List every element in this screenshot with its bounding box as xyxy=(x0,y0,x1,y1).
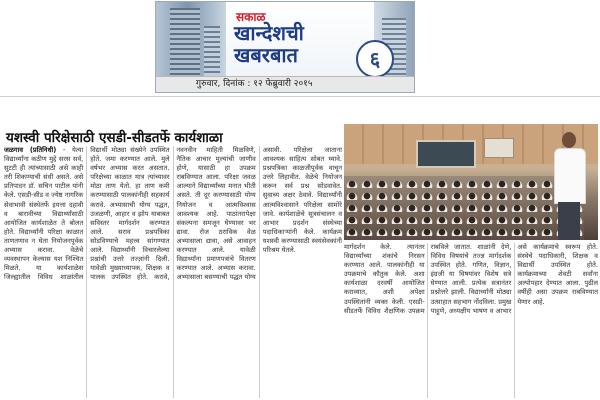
photo-notice-board xyxy=(484,138,514,158)
article-right-column-2: शाळांनी देणे, विविध विषयांचे तज्ज्ञ मार्गदर्शक उपस्थित होते. गणित, विज्ञान, इंग्रजी या विषयांवर विशेष सत्रे घेण्यात आली. प्रत्येक सत्रानंतर प्रश्नोत्तरे झाली. विद्यार्थ्यांनी मोठ्या उत्साहात सहभाग नोंदविला. xyxy=(430,243,512,306)
article-column-1: - येत्या विद्यार्थ्यांना कठीण मुद्दे सरस सर्व, सुटटी ही त्यांच्यासाठी असे काही तरी शिकण्याची संधी असते. असे प्रतिपादन डॉ. सचिन पाटील यांनी केले. एसडी-सीड व ज्येष्ठ नागरिक सेवाभावी संस्थेतर्फे इयत्ता दहावी व बारावीच्या विद्यार्थ्यांसाठी आयोजित कार्यशाळेत ते बोलत होते. विद्यार्थ्यांनी परिक्षा काळात ताणतणाव न घेता नियोजनपूर्वक अभ्यास करावा. वेळेचे व्यवस्थापन केल्यास यश निश्चित मिळते. या कार्यशाळेस जिल्ह्यातील विविध शाळांतील विद्यार्थी मोठ्या संख्येने उपस्थित होते. xyxy=(4,146,170,282)
masthead xyxy=(155,1,415,93)
article-column-4: अभ्यास करावा. अभ्यासाला बसण्याची पद्धत योग्य असावी. परिक्षेला जाताना आवश्यक साहित्य सोबत घ्यावे. प्रश्नपत्रिका काळजीपूर्वक वाचून उत्तरे लिहावीत. वेळेचे नियोजन करून सर्व प्रश्न सोडवावेत. सुवाच्य अक्षर ठेवावे. विद्यार्थ्यांनी आत्मविश्वासाने परिक्षेला सामोरे जावे. कार्यशाळेचे सूत्रसंचालन व आभार प्रदर्शन संस्थेच्या पदाधिकाऱ्यांनी केले. कार्यक्रम यशस्वी करण्यासाठी स्वयंसेवकांनी परिश्रम घेतले. xyxy=(176,146,342,282)
photo-speaker xyxy=(552,132,586,240)
article-body xyxy=(4,146,342,398)
section-divider xyxy=(0,96,600,97)
photo-audience xyxy=(344,176,584,240)
masthead-title: खान्देशची खबरबात xyxy=(234,21,304,67)
photo-blackboard xyxy=(416,140,476,168)
article-right-body xyxy=(344,243,598,398)
article-right-column-1: मार्गदर्शन केले. त्यानंतर विद्यार्थ्यांच्या शंकांचे निरसन करण्यात आले. पालकांनीही या उपक्रमाचे कौतुक केले. अशा कार्यशाळा दरवर्षी आयोजित कराव्यात, अशी अपेक्षा उपस्थितांनी व्यक्त केली. एसडी-सीडतर्फे विविध शैक्षणिक उपक्रम राबविले जातात. xyxy=(344,243,472,315)
article-right-column-3: प्रमुख पाहुणे, अध्यक्षीय भाषण व आभार असे कार्यक्रमाचे स्वरूप होते. संस्थेचे पदाधिकारी, शिक्षक व विद्यार्थी उपस्थित होते. कार्यक्रमाच्या शेवटी सर्वांना अल्पोपहार देण्यात आला. पुढील वर्षीही असा उपक्रम राबविण्यात येणार आहे. xyxy=(430,243,598,315)
article-headline: यशस्वी परिक्षेसाठी एसडी-सीडतर्फे कार्यशाळा xyxy=(6,130,223,146)
workshop-photo xyxy=(344,124,598,240)
article-column-2: जमा करण्यात आले. मुले वर्षभर अभ्यास करत असतात. परिक्षेच्या काळात मात्र त्यांच्यावर मोठा ताण येतो. हा ताण कमी करण्यासाठी पालकांनीही सहकार्य करावे. अभ्यासाची योग्य पद्धत, उजळणी, आहार व झोप याबाबत सविस्तर मार्गदर्शन करण्यात आले. सराव प्रश्नपत्रिका सोडविण्याचे महत्त्व सांगण्यात आले. विद्यार्थ्यांनी विचारलेल्या प्रश्नांची उत्तरे तज्ज्ञांनी दिली. यावेळी मुख्याध्यापक, शिक्षक व पालक उपस्थित होते. xyxy=(90,155,170,282)
masthead-date: गुरुवार, दिनांक : १२ फेब्रुवारी २०१५ xyxy=(156,76,414,92)
page-number-badge: ६ xyxy=(356,40,394,78)
masthead-brand: सकाळ xyxy=(236,10,266,24)
article-column-3: करावे, नवनवीन माहिती मिळविणे, नैतिक आचार मुल्यांची जाणीव होणे, यासाठी हा उपक्रम राबविण्यात आला. परिक्षा जवळ आल्याने विद्यार्थ्यांच्या मनात भीती असते. ती दूर करण्यासाठी योग्य नियोजन व आत्मविश्वास आवश्यक आहे. पाठांतरापेक्षा संकल्पना समजून घेण्यावर भर द्यावा. रोज ठराविक वेळ अभ्यासाला द्यावा, असे आवाहन करण्यात आले. यावेळी विद्यार्थ्यांना प्रमाणपत्रांचे वितरण करण्यात आले. xyxy=(154,146,256,282)
article-byline: जळगाव (प्रतिनिधी) xyxy=(4,146,57,154)
building-photo xyxy=(156,2,226,78)
